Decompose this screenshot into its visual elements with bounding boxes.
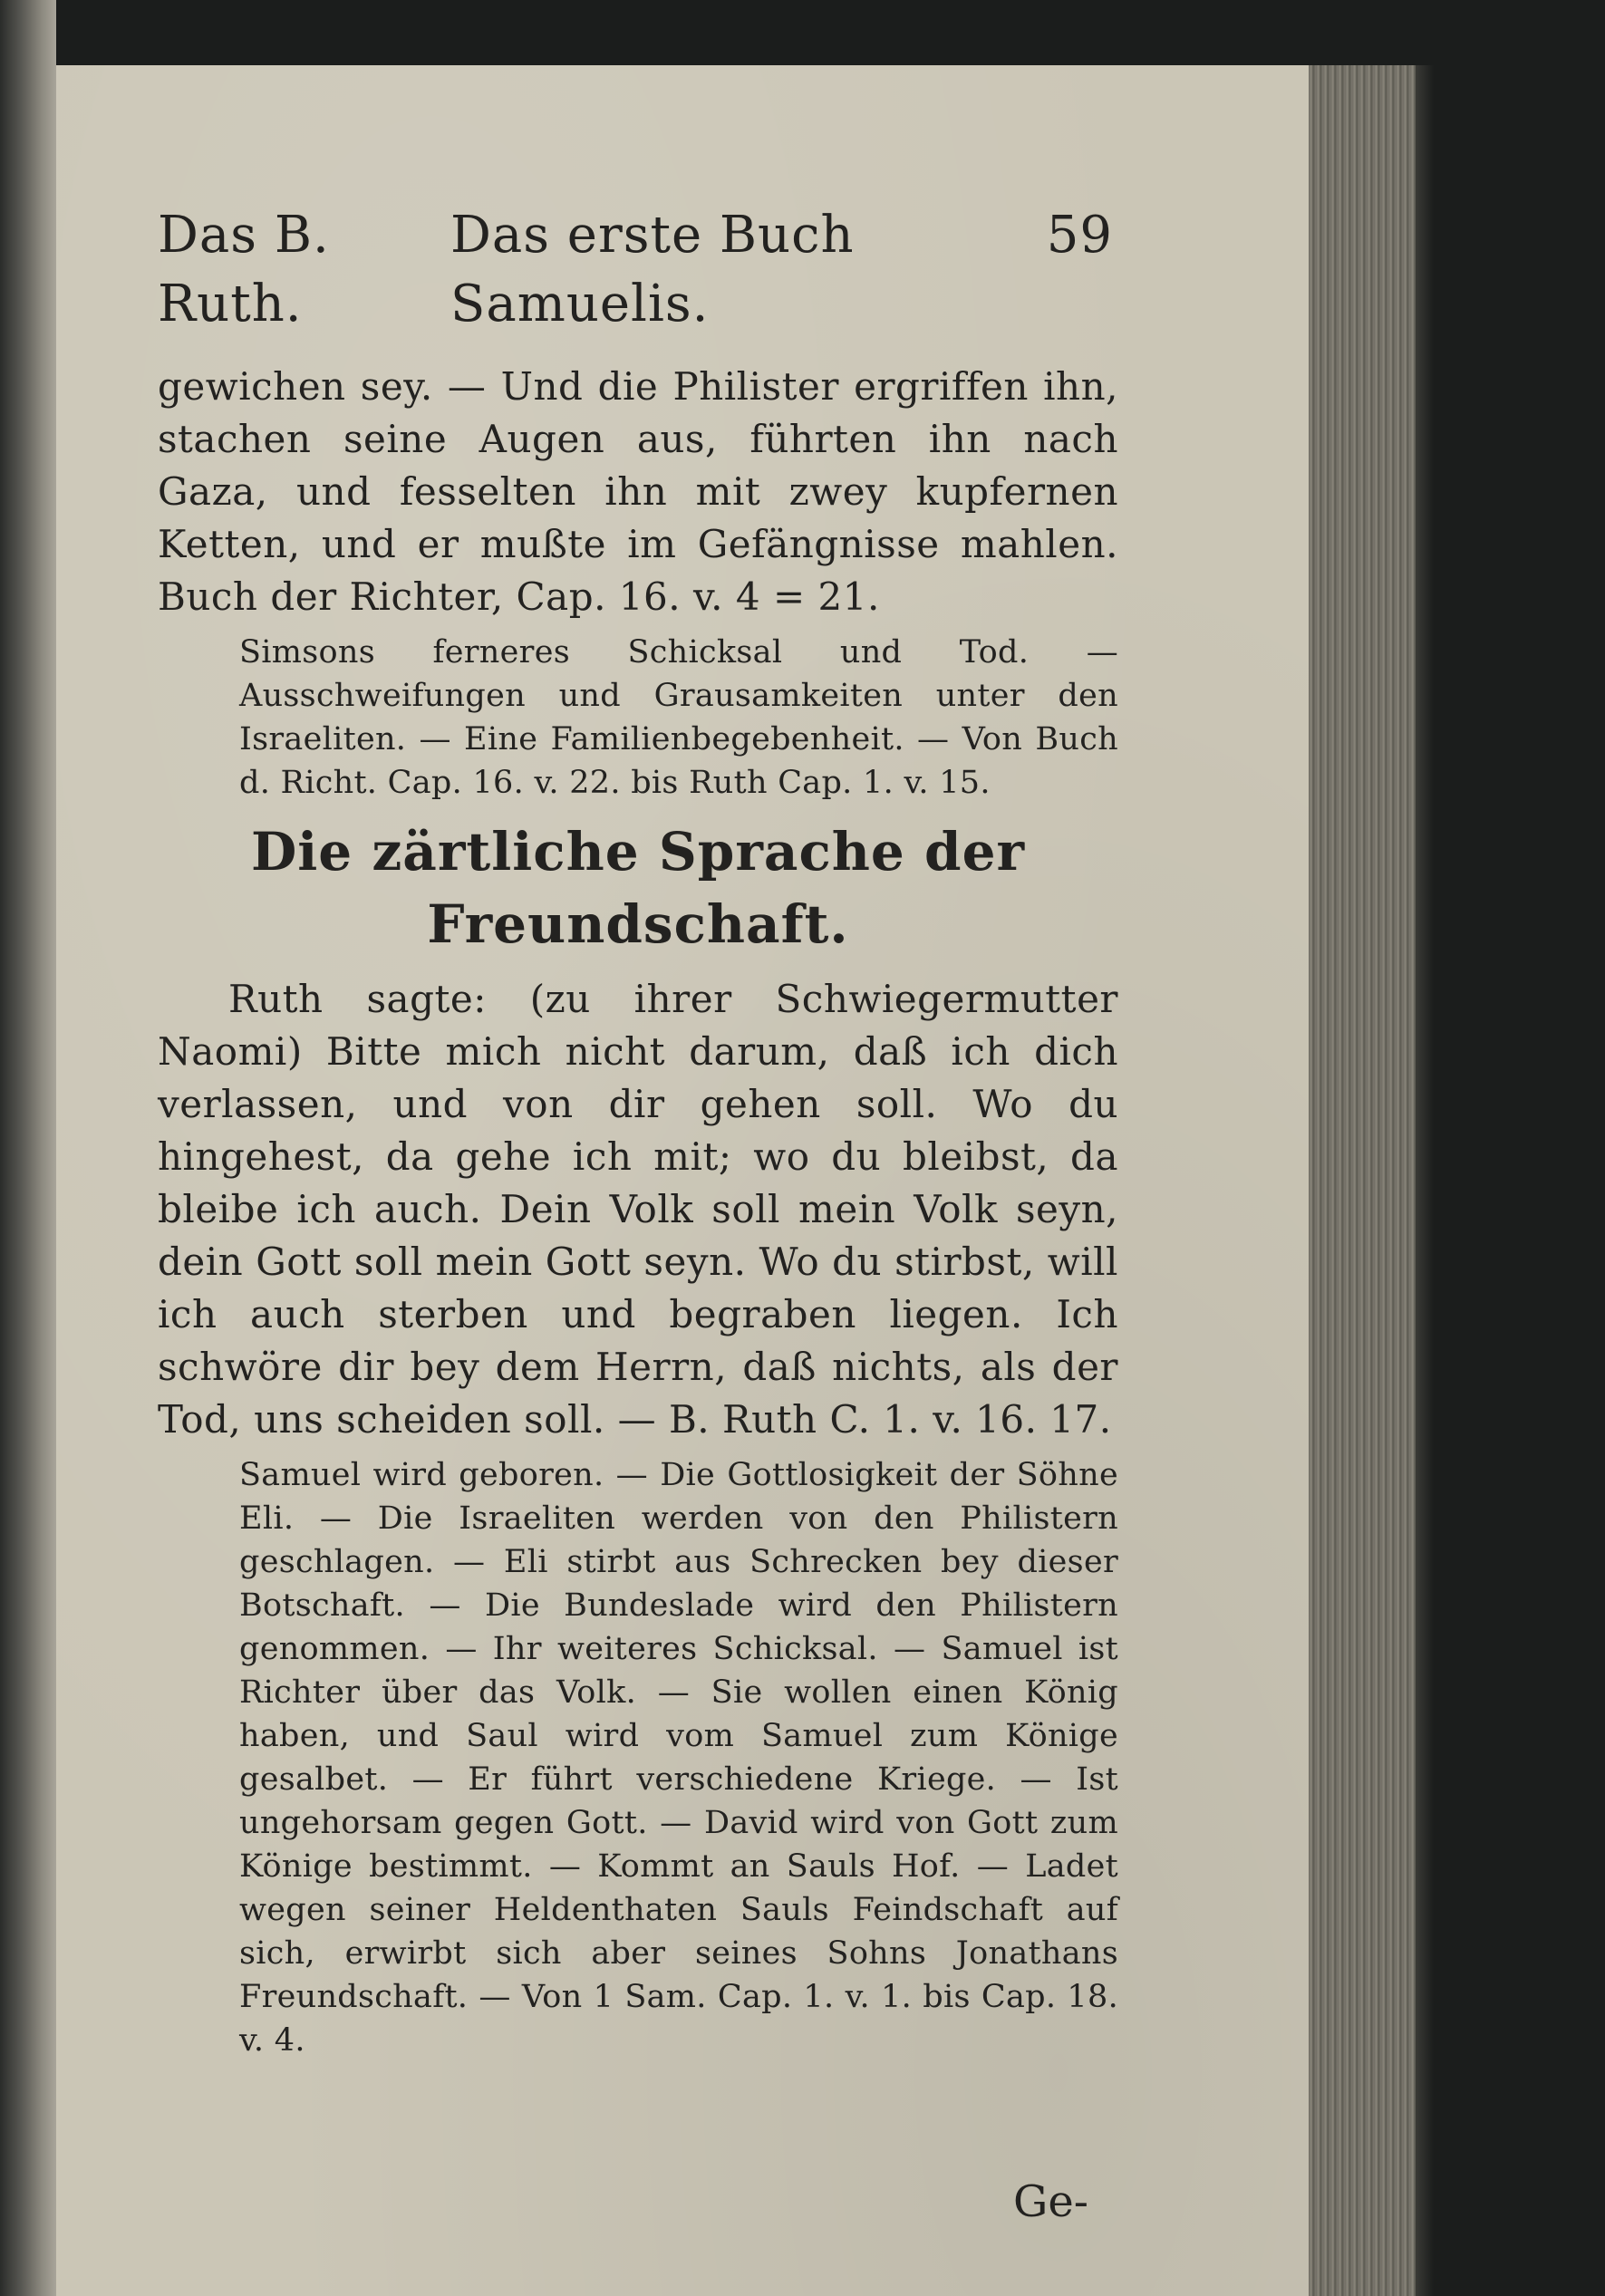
- summary-1: Simsons ferneres Schicksal und Tod. — Ausschweifungen und Grausamkeiten unter den Israeliten. — Eine Familienbegebenheit. — Von Buch d. Richt. Cap. 16. v. 22. bis Ruth Cap. 1. v. 15.: [239, 634, 1118, 801]
- page-text: [158, 201, 1118, 2073]
- page-edges-shadow: [1416, 65, 1434, 2296]
- paragraph-2: Ruth sagte: (zu ihrer Schwiegermutter Naomi) Bitte mich nicht darum, daß ich dich verlassen, und von dir gehen soll. Wo du hingehest, da gehe ich mit; wo du bleibst, da bleibe ich auch. Dein Volk soll mein Volk seyn, dein Gott soll mein Gott seyn. Wo du stirbst, will ich auch sterben und begraben liegen. Ich schwöre dir bey dem Herrn, daß nichts, als der Tod, uns scheiden soll. — B. Ruth C. 1. v. 16. 17.: [158, 977, 1118, 1442]
- page-number: 59: [1046, 206, 1113, 265]
- catchword: Ge-: [1013, 2176, 1088, 2227]
- header-left: Das B. Ruth.: [158, 206, 330, 333]
- summary-2: Samuel wird geboren. — Die Gottlosigkeit der Söhne Eli. — Die Israeliten werden von den Philistern geschlagen. — Eli stirbt aus Schrecken bey dieser Botschaft. — Die Bundeslade wird den Philistern genommen. — Ihr weiteres Schicksal. — Samuel ist Richter über das Volk. — Sie wollen einen König haben, und Saul wird vom Samuel zum Könige gesalbet. — Er führt verschiedene Kriege. — Ist ungehorsam gegen Gott. — David wird von Gott zum Könige bestimmt. — Kommt an Sauls Hof. — Ladet wegen seiner Heldenthaten Sauls Feindschaft auf sich, erwirbt sich aber seines Sohns Jonathans Freundschaft. — Von 1 Sam. Cap. 1. v. 1. bis Cap. 18. v. 4.: [239, 1457, 1118, 2059]
- header-center: Das erste Buch Samuelis.: [450, 206, 855, 333]
- paragraph-1: gewichen sey. — Und die Philister ergriffen ihn, stachen seine Augen aus, führten ihn nach Gaza, und fesselten ihn mit zwey kupfernen Ketten, und er mußte im Gefängnisse mahlen. Buch der Richter, Cap. 16. v. 4 = 21.: [158, 364, 1118, 619]
- section-heading: Die zärtliche Sprache der Freundschaft.: [250, 821, 1026, 955]
- page-edges: [1309, 65, 1416, 2296]
- book-gutter: [0, 0, 56, 2296]
- running-header: [158, 201, 1118, 339]
